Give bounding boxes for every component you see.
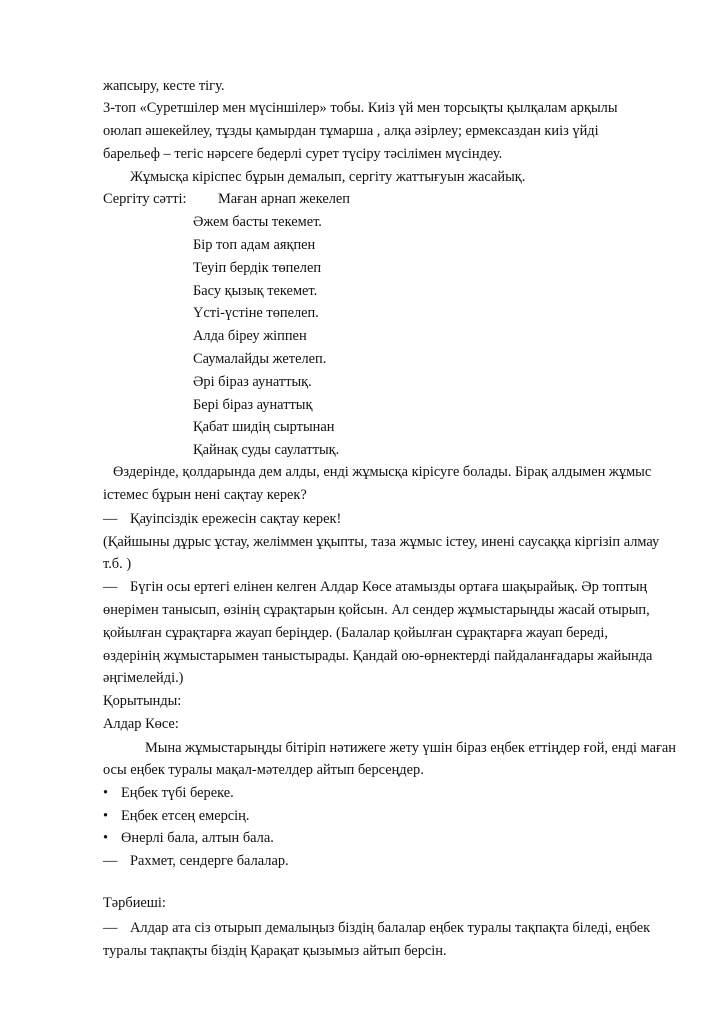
bullet-mark: • — [103, 785, 109, 801]
verse-line: Әжем басты текемет. — [193, 214, 322, 230]
verse-line: Алда біреу жіппен — [193, 328, 307, 344]
paragraph-line: өздерінің жұмыстарымен таныстырады. Қандай ою-өрнектерді пайдаланғадары жайында — [103, 648, 653, 664]
verse-line: Теуіп бердік төпелеп — [193, 260, 322, 276]
paragraph-line: өнерімен танысып, өзінің сұрақтарын қойсын. Ал сендер жұмыстарыңды жасай отырып, — [103, 602, 650, 618]
speaker-label: Тәрбиеші: — [103, 895, 166, 911]
paragraph-line: 3-топ «Суретшілер мен мүсіншілер» тобы. Киіз үй мен торсықты қылқалам арқылы — [103, 100, 618, 116]
dash-mark: — — [103, 853, 118, 869]
bullet-mark: • — [103, 830, 109, 846]
proverb-text: Еңбек етсең емерсің. — [121, 808, 250, 824]
paragraph-line: т.б. ) — [103, 556, 132, 572]
paragraph-line: Мына жұмыстарыңды бітіріп нәтижеге жету үшін біраз еңбек еттіңдер ғой, енді маған — [145, 740, 677, 756]
proverb-text: Өнерлі бала, алтын бала. — [121, 830, 274, 846]
invite-text: Бүгін осы ертегі елінен келген Алдар Көсе атамызды ортаға шақырайық. Әр топтың — [130, 579, 648, 595]
speaker-label: Алдар Көсе: — [103, 716, 179, 732]
teacher-speech: Алдар ата сіз отырып демалыңыз біздің балалар еңбек туралы тақпақта біледі, еңбек — [130, 920, 651, 936]
paragraph-line: жапсыру, кесте тігу. — [103, 78, 225, 94]
bullet-mark: • — [103, 808, 109, 824]
verse-line: Бір топ адам аяқпен — [193, 237, 316, 253]
dash-mark: — — [103, 920, 118, 936]
paragraph-line: қойылған сұрақтарға жауап беріңдер. (Балалар қойылған сұрақтарға жауап береді, — [103, 625, 609, 641]
dialogue-line — [103, 510, 341, 528]
dash-mark: — — [103, 511, 118, 527]
proverb-text: Еңбек түбі береке. — [121, 785, 234, 801]
dialogue-line — [103, 919, 650, 937]
verse-line: Маған арнап жекелеп — [218, 191, 350, 207]
paragraph-line: барельеф – тегіс нәрсеге бедерлі сурет түсіру тәсілімен мүсіндеу. — [103, 146, 503, 162]
paragraph-line: Жұмысқа кіріспес бұрын демалып, сергіту жаттығуын жасайық. — [130, 169, 526, 185]
dialogue-line — [103, 852, 289, 870]
list-item — [103, 784, 234, 802]
section-label: Қорытынды: — [103, 693, 182, 709]
dialogue-line — [103, 578, 647, 596]
paragraph-line: істемес бұрын нені сақтау керек? — [103, 487, 307, 503]
paragraph-line: осы еңбек туралы мақал-мәтелдер айтып берсеңдер. — [103, 762, 424, 778]
verse-line: Бері біраз аунаттық — [193, 397, 313, 413]
verse-line: Саумалайды жетелеп. — [193, 351, 327, 367]
paragraph-line: туралы тақпақты біздің Қарақат қызымыз айтып берсін. — [103, 943, 447, 959]
thanks-text: Рахмет, сендерге балалар. — [130, 853, 289, 869]
safety-answer: Қауіпсіздік ережесін сақтау керек! — [130, 511, 342, 527]
warmup-label: Сергіту сәтті: — [103, 191, 187, 207]
verse-line: Басу қызық текемет. — [193, 283, 318, 299]
paragraph-line: оюлап әшекейлеу, тұзды қамырдан тұмарша , алқа әзірлеу; ермексаздан киіз үйді — [103, 123, 599, 139]
dash-mark: — — [103, 579, 118, 595]
verse-line: Үсті-үстіне төпелеп. — [193, 305, 319, 321]
list-item — [103, 807, 249, 825]
paragraph-line: Өздерінде, қолдарында дем алды, енді жұмысқа кірісуге болады. Бірақ алдымен жұмыс — [113, 464, 652, 480]
paragraph-line: (Қайшыны дұрыс ұстау, желіммен ұқыпты, таза жұмыс істеу, инені саусаққа кіргізіп алмау — [103, 534, 660, 550]
verse-line: Әрі біраз аунаттық. — [193, 374, 312, 390]
paragraph-line: әңгімелейді.) — [103, 670, 184, 686]
verse-line: Қайнақ суды саулаттық. — [193, 442, 340, 458]
list-item — [103, 829, 274, 847]
verse-line: Қабат шидің сыртынан — [193, 419, 335, 435]
